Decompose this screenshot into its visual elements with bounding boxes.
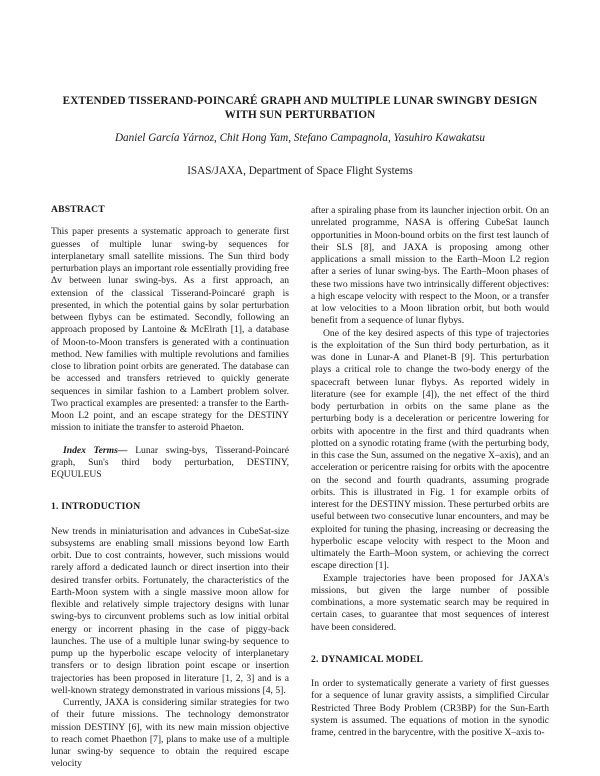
paper-title: EXTENDED TISSERAND-POINCARÉ GRAPH AND MULTIPLE LUNAR SWINGBY DESIGN WITH SUN PERTURBATION (62, 95, 538, 121)
intro-paragraph-2: Currently, JAXA is considering similar strategies for two of their future missions. The technology demonstrator mission DESTINY [6], with its new main mission objective to reach comet Phaethon [7], plans to make use of a multiple lunar swing-by sequence to obtain the required escape velocity (51, 697, 289, 770)
model-paragraph-1: In order to systematically generate a variety of first guesses for a sequence of lunar gravity assists, a simplified Circular Restricted Three Body Problem (CR3BP) for the Sun-Earth system is assumed. The equations of motion in the synodic frame, centred in the barycentre, with the positive X–axis to- (311, 678, 549, 738)
intro-paragraph-4: One of the key desired aspects of this type of trajectories is the exploitation of the Sun third body perturbation, as it was done in Lunar-A and Planet-B [9]. This perturbation plays a critical role to change the two-body energy of the spacecraft between lunar flybys. As reported widely in literature (see for example [4]), the net effect of the third body perturbation in orbits on the same plane as the perturbing body is a deceleration or pericentre lowering for orbits with apocentre in the first and third quadrants when plotted on a synodic rotating frame (with the perturbing body, in this case the Sun, assumed on the negative X–axis), and an acceleration or pericentre raising for orbits with the apocentre on the second and fourth quadrants, assuming prograde orbits. This is illustrated in Fig. 1 for example orbits of interest for the DESTINY mission. These perturbed orbits are useful between two consecutive lunar encounters, and may be exploited for tuning the phasing, increasing or decreasing the hyperbolic escape velocity with respect to the Moon and ultimately the Earth–Moon system, or achieving the correct escape direction [1]. (311, 327, 549, 572)
intro-paragraph-5: Example trajectories have been proposed for JAXA's missions, but given the large number of possible combinations, a more systematic search may be required in certain cases, to guarantee that most sequences of interest have been considered. (311, 572, 549, 633)
paper-authors: Daniel García Yárnoz, Chit Hong Yam, Stefano Campagnola, Yasuhiro Kawakatsu (114, 132, 486, 144)
paper-affiliation: ISAS/JAXA, Department of Space Flight Systems (187, 165, 413, 177)
index-terms (51, 445, 289, 482)
left-column (51, 204, 289, 771)
intro-paragraph-1: New trends in miniaturisation and advances in CubeSat-size subsystems are enabling small missions beyond low Earth orbit. Due to cost contraints, however, such missions would rarely afford a dedicated launch or direct insertion into their desired transfer orbits. Fortunately, the characteristics of the Earth-Moon system with a single massive moon allow for flexible and relatively simple trajectory designs with lunar swing-bys to circunvent problems such as low initial orbital energy or incorrent phasing in the case of piggy-back launches. The use of a multiple lunar swing-by sequence to pump up the hyperbolic escape velocity of interplanetary transfers or to design libration point escape or insertion trajectories has been proposed in literature [1, 2, 3] and is a well-known strategy demonstrated in various missions [4, 5]. (51, 525, 289, 696)
intro-paragraph-3: after a spiraling phase from its launcher injection orbit. On an unrelated programme, NASA is offering CubeSat launch opportunities in Moon-bound orbits on the first test launch of their SLS [8], and JAXA is proposing among other applications a small mission to the Earth–Moon L2 region after a series of lunar swing-bys. The Earth–Moon phases of these two missions have two intrinsically different objectives: a high escape velocity with respect to the Moon, or a transfer at low velocities to a Moon libration orbit, but both would benefit from a sequence of lunar flybys. (311, 205, 549, 327)
abstract-text: This paper presents a systematic approach to generate first guesses of multiple lunar swing-by sequences for interplanetary small satellite missions. The Sun third body perturbation plays an important role essentially providing free Δv between lunar swing-bys. As a first approach, an extension of the classical Tisserand-Poincaré graph is presented, in which the potential gains by solar perturbation between flybys can be estimated. Secondly, following an approach proposed by Lantoine & McElrath [1], a database of Moon-to-Moon transfers is generated with a continuation method. New families with multiple revolutions and families close to libration point orbits are generated. The database can be accessed and transfers retrieved to quickly generate sequences in similar fashion to a Lambert problem solver. Two practical examples are presented: a transfer to the Earth-Moon L2 point, and an escape strategy for the DESTINY mission to initiate the transfer to asteroid Phaeton. (51, 226, 289, 434)
index-terms-label: Index Terms— (63, 444, 128, 456)
intro-heading: 1. INTRODUCTION (51, 501, 141, 513)
model-heading: 2. DYNAMICAL MODEL (311, 653, 424, 665)
abstract-heading: ABSTRACT (51, 204, 105, 215)
index-terms-text: Lunar swing-bys, Tisserand-Poincaré graph, Sun's third body perturbation, DESTINY, EQUULEUS (51, 444, 289, 480)
right-column (311, 205, 549, 739)
